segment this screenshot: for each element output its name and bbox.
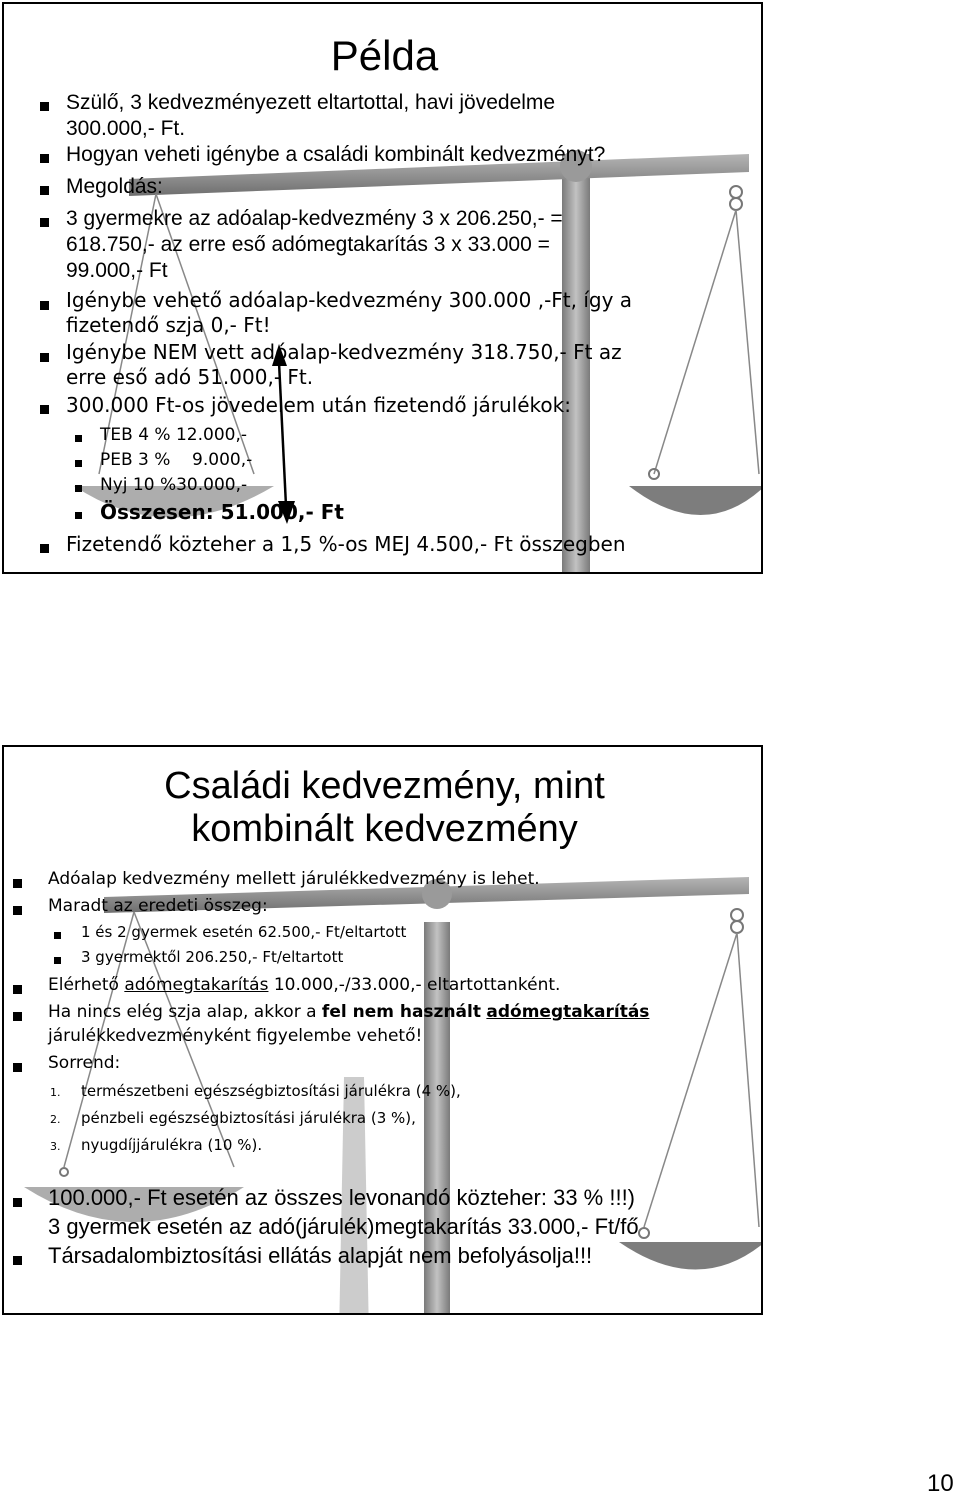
text-line: erre eső adó 51.000,- Ft.	[66, 365, 314, 389]
ordered-item: nyugdíjjárulékra (10 %).	[81, 1136, 263, 1154]
text-line: járulékkedvezményként figyelembe vehető!	[48, 1026, 423, 1046]
slide-family-allowance	[2, 745, 763, 1315]
bullet-icon	[54, 932, 61, 939]
bullet-icon	[13, 985, 22, 994]
ordered-item: természetbeni egészségbiztosítási járulékra (4 %),	[81, 1082, 461, 1100]
text-line: Társadalombiztosítási ellátás alapját nem befolyásolja!!!	[48, 1243, 593, 1268]
bold-term: fel nem használt	[321, 1002, 481, 1022]
ordered-item: pénzbeli egészségbiztosítási járulékra (3 %),	[81, 1109, 416, 1127]
total-line: Összesen: 51.000,- Ft	[100, 500, 344, 524]
bullet-icon	[75, 460, 82, 467]
bullet-icon	[13, 1256, 22, 1265]
text-line: Szülő, 3 kedvezményezett eltartottal, havi jövedelme	[66, 91, 556, 114]
underlined-term: adómegtakarítás	[124, 975, 269, 995]
text-segment: Elérhető	[48, 975, 125, 995]
bullet-icon	[54, 957, 61, 964]
bullet-icon	[13, 1198, 22, 1207]
text-line: fizetendő szja 0,- Ft!	[66, 313, 271, 337]
text-segment: 10.000,-/33.000,- eltartottanként.	[268, 975, 561, 995]
page-number: 10	[927, 1470, 954, 1497]
text-line: 300.000 Ft-os jövedelem után fizetendő járulékok:	[66, 393, 571, 417]
slide-example	[2, 2, 763, 574]
bold-underlined-term: adómegtakarítás	[486, 1002, 650, 1022]
text-line: 100.000,- Ft esetén az összes levonandó közteher: 33 % !!!)	[48, 1185, 636, 1210]
bullet-icon	[40, 405, 49, 414]
text-line: Fizetendő közteher a 1,5 %-os MEJ 4.500,- Ft összegben	[66, 532, 626, 556]
bullet-icon	[40, 353, 49, 362]
list-number: 1.	[50, 1086, 61, 1099]
text-line: Hogyan veheti igénybe a családi kombinált kedvezményt?	[66, 143, 606, 166]
title-line: kombinált kedvezmény	[191, 807, 578, 850]
text-line: 300.000,- Ft.	[66, 117, 186, 140]
bullet-icon	[13, 1012, 22, 1021]
bullet-icon	[40, 186, 49, 195]
text-line: 618.750,- az erre eső adómegtakarítás 3 x 33.000 =	[66, 233, 550, 256]
bullet-icon	[40, 154, 49, 163]
slide-title: Példa	[330, 32, 439, 79]
text-line: 3 gyermekre az adóalap-kedvezmény 3 x 206.250,- =	[66, 207, 563, 230]
slide-title	[4, 765, 763, 850]
title-line: Családi kedvezmény, mint	[164, 765, 605, 807]
text-line: Igénybe vehető adóalap-kedvezmény 300.000 ,-Ft, így a	[66, 288, 633, 312]
bullet-icon	[75, 485, 82, 492]
text-line: Sorrend:	[48, 1053, 121, 1073]
bullet-icon	[40, 218, 49, 227]
sub-item: 3 gyermektől 206.250,- Ft/eltartott	[81, 948, 344, 966]
bullet-icon	[13, 906, 22, 915]
text-line: 3 gyermek esetén az adó(járulék)megtakarítás 33.000,- Ft/fő	[48, 1214, 639, 1239]
list-number: 2.	[50, 1113, 61, 1126]
bullet-icon	[40, 102, 49, 111]
bullet-icon	[13, 879, 22, 888]
bullet-icon	[75, 512, 82, 519]
text-line	[48, 1002, 649, 1022]
sub-item: 1 és 2 gyermek esetén 62.500,- Ft/eltartott	[81, 923, 407, 941]
bullet-icon	[13, 1063, 22, 1072]
sub-item: Nyj 10 %30.000,-	[100, 475, 248, 495]
text-line: Maradt az eredeti összeg:	[48, 896, 268, 916]
text-line: Megoldás:	[66, 175, 163, 198]
list-number: 3.	[50, 1140, 61, 1153]
sub-item: PEB 3 % 9.000,-	[100, 450, 253, 470]
text-line: Adóalap kedvezmény mellett járulékkedvezmény is lehet.	[48, 869, 540, 889]
text-line	[48, 975, 560, 995]
text-line: 99.000,- Ft	[66, 259, 168, 282]
sub-item: TEB 4 % 12.000,-	[100, 425, 247, 445]
bullet-icon	[40, 301, 49, 310]
text-segment: Ha nincs elég szja alap, akkor a	[48, 1002, 322, 1022]
text-line: Igénybe NEM vett adóalap-kedvezmény 318.750,- Ft az	[66, 340, 622, 364]
bullet-icon	[40, 544, 49, 553]
bullet-icon	[75, 435, 82, 442]
